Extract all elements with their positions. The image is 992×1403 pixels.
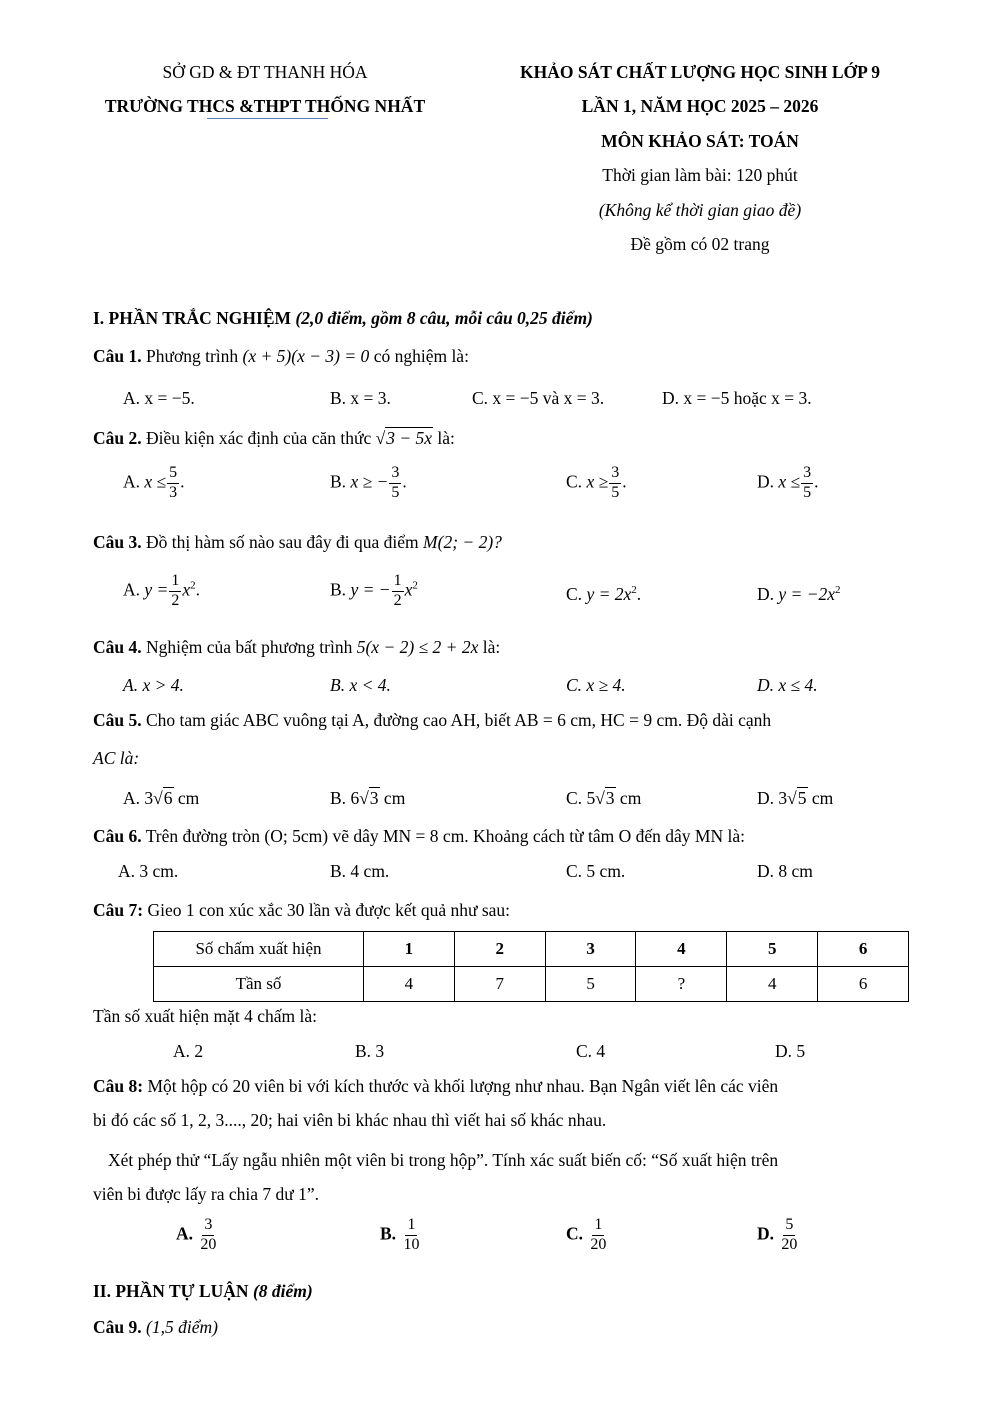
part2-note: (8 điểm) — [252, 1281, 313, 1301]
question-9 — [93, 1317, 218, 1338]
question-label: Câu 9. — [93, 1317, 142, 1337]
question-label: Câu 4. — [93, 637, 142, 657]
option-a: A. x = −5. — [123, 388, 195, 408]
table-cell: 2 — [454, 932, 545, 967]
table-cell: 3 — [545, 932, 636, 967]
radicand: 3 − 5x — [386, 428, 433, 448]
question-text: Đồ thị hàm số nào sau đây đi qua điểm — [146, 532, 419, 552]
option-a: A. x > 4. — [123, 675, 184, 695]
question-points: (1,5 điểm) — [146, 1317, 218, 1337]
option-d: D. x ≤ $\frac{3}{5}$ . — [757, 464, 819, 501]
question-text: Gieo 1 con xúc xắc 30 lần và được kết quả như sau: — [147, 900, 511, 920]
question-text: Điều kiện xác định của căn thức — [146, 428, 372, 448]
option-c: C. 5 cm. — [566, 861, 626, 881]
school-name: TRƯỜNG THCS &THPT THỐNG NHẤT — [104, 96, 426, 116]
question-1 — [93, 346, 469, 367]
option-b: B. $\frac{1}{10}$ — [380, 1216, 420, 1253]
exam-duration-note: (Không kể thời gian giao đề) — [598, 200, 802, 220]
question-text: Nghiệm của bất phương trình — [146, 637, 353, 657]
question-text: Một hộp có 20 viên bi với kích thước và khối lượng như nhau. Bạn Ngân viết lên các viên — [147, 1076, 779, 1096]
option-b: B. 4 cm. — [330, 861, 390, 881]
question-text: có nghiệm là: — [373, 346, 469, 366]
table-cell: 4 — [727, 967, 818, 1002]
option-a: A. 2 — [173, 1041, 204, 1061]
table-cell: 6 — [818, 967, 909, 1002]
table-cell: 6 — [818, 932, 909, 967]
table-row-header: Số chấm xuất hiện — [154, 932, 364, 967]
part1-title: I. PHẦN TRẮC NGHIỆM — [93, 308, 292, 328]
table-cell: 4 — [636, 932, 727, 967]
question-text: Trên đường tròn (O; 5cm) vẽ dây MN = 8 cm. Khoảng cách từ tâm O đến dây MN là: — [145, 826, 745, 846]
option-d: D. $\frac{5}{20}$ — [757, 1216, 798, 1253]
option-d: D. 3√5 cm — [757, 788, 834, 808]
question-text: Phương trình — [146, 346, 239, 366]
option-c: C. x ≥ 4. — [566, 675, 626, 695]
part1-note: (2,0 điểm, gồm 8 câu, mỗi câu 0,25 điểm) — [295, 308, 593, 328]
question-8-line4: viên bi được lấy ra chia 7 dư 1”. — [93, 1184, 319, 1204]
table-row-header: Tần số — [154, 967, 364, 1002]
question-4 — [93, 637, 500, 658]
option-c: C. $\frac{1}{20}$ — [566, 1216, 607, 1253]
option-d: D. 5 — [775, 1041, 806, 1061]
question-2 — [93, 428, 455, 449]
option-d: D. 8 cm — [757, 861, 813, 881]
question-8-line2: bi đó các số 1, 2, 3...., 20; hai viên bi khác nhau thì viết hai số khác nhau. — [93, 1110, 607, 1130]
question-label: Câu 8: — [93, 1076, 144, 1096]
option-c: C. x = −5 và x = 3. — [472, 388, 605, 408]
part1-heading — [93, 308, 593, 329]
option-b: B. x < 4. — [330, 675, 391, 695]
option-a: A. y = $\frac{1}{2}$ $x^2$. — [123, 572, 200, 609]
option-a: A. 3 cm. — [118, 861, 179, 881]
part2-title: II. PHẦN TỰ LUẬN — [93, 1281, 249, 1301]
question-label: Câu 6. — [93, 826, 142, 846]
exam-subject: MÔN KHẢO SÁT: TOÁN — [601, 131, 799, 151]
header-underline — [207, 118, 328, 119]
question-7-prompt: Tần số xuất hiện mặt 4 chấm là: — [93, 1006, 318, 1026]
option-b: B. y = − $\frac{1}{2}$ $x^2$ — [330, 572, 418, 609]
option-b: B. 3 — [355, 1041, 385, 1061]
exam-year: LẦN 1, NĂM HỌC 2025 – 2026 — [581, 96, 819, 116]
table-cell: 5 — [727, 932, 818, 967]
option-d: D. $y = -2x^2$ — [757, 584, 841, 604]
point: M(2; − 2)? — [423, 532, 502, 552]
question-label: Câu 7: — [93, 900, 144, 920]
question-6 — [93, 826, 745, 847]
department-name: SỞ GD & ĐT THANH HÓA — [162, 62, 368, 82]
part2-heading — [93, 1281, 313, 1302]
question-3 — [93, 532, 502, 553]
option-b: B. x ≥ − $\frac{3}{5}$ . — [330, 464, 407, 501]
option-d: D. x = −5 hoặc x = 3. — [662, 388, 812, 408]
inequality: 5(x − 2) ≤ 2 + 2x — [356, 637, 479, 657]
page-count: Đề gồm có 02 trang — [630, 234, 770, 254]
table-row — [154, 967, 909, 1002]
question-label: Câu 5. — [93, 710, 142, 730]
question-8-line3: Xét phép thử “Lấy ngẫu nhiên một viên bi trong hộp”. Tính xác suất biến cố: “Số xuất hiện trên — [108, 1150, 779, 1170]
table-cell: 4 — [364, 967, 455, 1002]
question-label: Câu 3. — [93, 532, 142, 552]
exam-title: KHẢO SÁT CHẤT LƯỢNG HỌC SINH LỚP 9 — [520, 62, 880, 82]
exam-duration: Thời gian làm bài: 120 phút — [602, 165, 798, 185]
option-a: A. $\frac{3}{20}$ — [176, 1216, 217, 1253]
question-label: Câu 1. — [93, 346, 142, 366]
frequency-table — [153, 931, 909, 1002]
option-a: A. 3√6 cm — [123, 788, 200, 808]
question-5-line2: AC là: — [93, 748, 140, 768]
option-b: B. 6√3 cm — [330, 788, 406, 808]
option-d: D. x ≤ 4. — [757, 675, 818, 695]
option-c: C. 5√3 cm — [566, 788, 642, 808]
option-c: C. 4 — [576, 1041, 606, 1061]
option-b: B. x = 3. — [330, 388, 391, 408]
square-root: √3 − 5x — [375, 428, 433, 448]
table-cell: 1 — [364, 932, 455, 967]
question-label: Câu 2. — [93, 428, 142, 448]
option-a: A. x ≤ $\frac{5}{3}$ . — [123, 464, 185, 501]
question-text: là: — [437, 428, 455, 448]
table-cell: 7 — [454, 967, 545, 1002]
table-cell: ? — [636, 967, 727, 1002]
option-c: C. $y = 2x^2$. — [566, 584, 642, 604]
question-text: là: — [482, 637, 501, 657]
table-cell: 5 — [545, 967, 636, 1002]
question-7 — [93, 900, 510, 921]
equation: (x + 5)(x − 3) = 0 — [242, 346, 370, 366]
option-c: C. x ≥ $\frac{3}{5}$ . — [566, 464, 627, 501]
question-text: Cho tam giác ABC vuông tại A, đường cao AH, biết AB = 6 cm, HC = 9 cm. Độ dài cạnh — [146, 710, 772, 730]
question-8 — [93, 1076, 778, 1097]
table-row — [154, 932, 909, 967]
question-5 — [93, 710, 771, 731]
